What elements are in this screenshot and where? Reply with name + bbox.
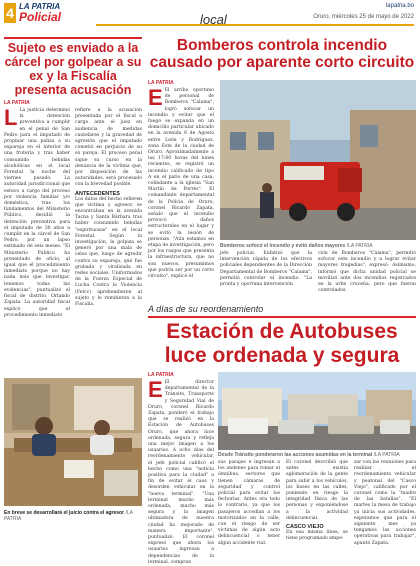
left-story-col2b-text: Los datos del hecho refieren que víctima y agresor, se encontraban en la avenida Tacna y Santa Bárbara tras haber consumido bebidas "espirituosas" en el local Forestal. Según la investigación, la golpiza se generó por una mala de celos que, luego de agredir contra su expareja, que fue grabada y viralizada en redes sociales. Uniformados de la Fuerza Especial de Lucha Contra la Violencia (Felcv) aprehendieron al sujeto y lo remitieron a la Fiscalía. <box>75 196 142 308</box>
left-caption-credit: /LA PATRIA <box>4 510 133 522</box>
bottom-story-col2: sus pasajes e ingresan a los andenes para tomar el ómnibus, sectores que tienen cámaras de seguridad y control policial para evitar los fechorías. Antes era todo lo contrario, ya que los pasajeros accedían a los motorizados en la calle, con el riesgo de ser víctimas de algún acto delincuencial o tener algún accidente vial. <box>218 460 280 546</box>
bottom-caption-credit: /LA PATRIA <box>373 452 400 458</box>
left-story-col2-text: refiere a la acusación presentada por el fiscal a cargo ante el juez en audiencia de medidas cautelares y la gravedad de agresión que el imputado cometió en perjuicio de su ex pareja. El proceso penal sigue su curso en la denuncia de la víctima que, por disposición de las autoridades, será procesado con la brevedad posible. <box>75 108 142 188</box>
top-story-label: LA PATRIA <box>148 80 174 86</box>
section-name: local <box>200 12 227 27</box>
bottom-story-col1-text: El director departamental de la Tránsito, Transporte y Seguridad Vial de Oruro, coronel Ricardo Zapata, ponderó el trabajo que se realizó en la Estación de Autobuses Oruro, que ahora luce ordenada, segura y refleja una mejor imagen a los usuarios. A ocho días del reordenamiento vehicular, el jefe policial calificó el hecho como una "noticia positiva para la ciudad" a fin de evitar el caos y desorden vehicular en la "nueva terminal". "Una terminal mucho más ordenada, mucho más segura y la imagen ultimadora de nuestra ciudad ha mejorado de manera importante", puntualizó. El coronel expresó que ahora los usuarios ingresan a dependencias de la terminal, compran <box>148 380 214 565</box>
top-story-col1 <box>148 85 214 280</box>
left-story-label: LA PATRIA <box>4 100 30 106</box>
bottom-story-col4: zar con las reuniones para realizar el reordenamiento vehicular y peatonal del "Casco Viejo", calificado por el coronel como la "madre de las batallas". "El martes la mesa de trabajo ya inicia sus actividades, esperamos que para el siguiente mes ya tengamos las acciones operativas para trabajar", apuntó Zapata. <box>354 460 416 546</box>
issue-date: Oruro, miércoles 25 de mayo de 2022 <box>313 14 414 20</box>
bottom-story-label: LA PATRIA <box>148 372 174 378</box>
top-story-col4: ción de Bomberos "Calama", permitió sofocar este incendio y a lograr evitar mayores tragedias", expresó. Asimismo, informó que dicha unidad policial se movilizó ante dos incendios registrados en la urbe cruceña, pero que fueron controlados. <box>318 251 416 294</box>
top-story-caption <box>220 243 416 249</box>
bottom-story-rule <box>148 316 416 318</box>
bottom-story-col3 <box>286 460 348 542</box>
top-caption-credit: /LA PATRIA <box>346 243 373 249</box>
left-story-headline: Sujeto es enviado a la cárcel por golpear a su ex y la Fiscalía presenta acusación <box>4 41 142 97</box>
header-rule <box>96 24 414 26</box>
brand-section: Policial <box>19 10 62 24</box>
fire-scene-photo <box>220 80 416 240</box>
bottom-story-caption <box>218 452 416 458</box>
top-story-col1-text: El arribo oportuno de personal de Bomberos "Calama", logró sofocar un incendio y evitar que el fuego se expanda en un domicilio particular ubicado en la avenida 6 de Agosto entre León y Rodríguez, zona Este de la ciudad de Oruro. Aproximadamente a las 17:00 horas del lunes recientes, se registró un incendio calificado de tipo A en el patio de una casa, colindante a la iglesia "San Martín de Porres". El comandante departamental de la Policía de Oruro, coronel Ricardo Zapata, señaló que el incendio provocó daños estructurales en el lugar y se evitó la lesión de personas. "Aún estamos en etapa de investigación, pero por los rasgos que presenta la infraestructura, que no son nuevos, presumimos que podría ser por un corto circuito", explicó el <box>148 88 214 280</box>
bottom-dropcap: E <box>148 377 163 402</box>
left-story-subhead: ANTECEDENTES <box>75 190 120 197</box>
courtroom-photo <box>4 378 142 506</box>
bottom-story-col3-text: El coronel describió que antes existía aglomeración de la gente para subir a los vehículos, los buses en las calles, poniendo en riesgo la integridad física de las personas y exponiéndose a la actividad delincuencial. <box>286 460 348 521</box>
bus-terminal-photo <box>218 372 416 450</box>
bottom-caption-text: Desde Tránsito ponderaron las acciones asumidas en la terminal <box>218 452 373 458</box>
top-dropcap: E <box>148 85 163 110</box>
top-story-col3: jefe policial. Enfatizó que la intervención rápida de los efectivos policiales dependientes de la Dirección Departamental de Bomberos "Calama", permitió controlar el incendio. "La pronta y oportuna intervención <box>220 251 312 288</box>
bottom-story-subhead: CASCO VIEJO <box>286 524 324 531</box>
dropcap: L <box>4 105 18 130</box>
left-story-col1-text: La justicia determinó la detención preventiva a cumplir en el penal de San Pedro para el imputado de propinar una paliza a su expareja en el interior de una frutería y tras haber consumido bebidas alcohólicas en el local Forestal la noche del viernes pasado. La autoridad jurisdiccional que estuvo a cargo del proceso por violencia familiar y/o doméstica, tras los fundamentos del Ministerio Público, decidió la detención preventiva para el imputado de 30 años a cumplir en la cárcel de San Pedro, por un lapso estimado de seis meses. "El Ministerio Público ha presentado de oficio, al igual que el procedimiento inmediato porque no hay nada más que investigar, tenemos todas las evidencias", puntualizó el fiscal de distrito, Orlando Zapata. La autoridad fiscal explicó que el procedimiento inmediato <box>4 108 70 318</box>
page-number: 4 <box>4 3 16 23</box>
left-story-rule <box>4 37 142 39</box>
site-url: lapatria.bo <box>385 3 414 9</box>
left-story-caption <box>4 510 142 522</box>
brand-top: LA PATRIA <box>19 2 61 11</box>
left-story-col2 <box>75 108 142 374</box>
top-caption-text: Bomberos sofocó el incendio y evitó daños mayores <box>220 243 346 249</box>
bottom-story-headline: Estación de Autobuses luce ordenada y segura <box>164 320 400 367</box>
top-story-headline: Bomberos controla incendio causado por aparente corto circuito <box>149 37 415 71</box>
bottom-story-col3b-text: En esa misma línea, se tiene programado empe- <box>286 530 348 542</box>
left-caption-text: En breve se desarrollará el juicio contra el agresor <box>4 510 125 516</box>
left-story-col1 <box>4 105 70 374</box>
bottom-story-col1 <box>148 377 214 565</box>
bottom-story-kicker: A días de su reordenamiento <box>148 304 264 314</box>
